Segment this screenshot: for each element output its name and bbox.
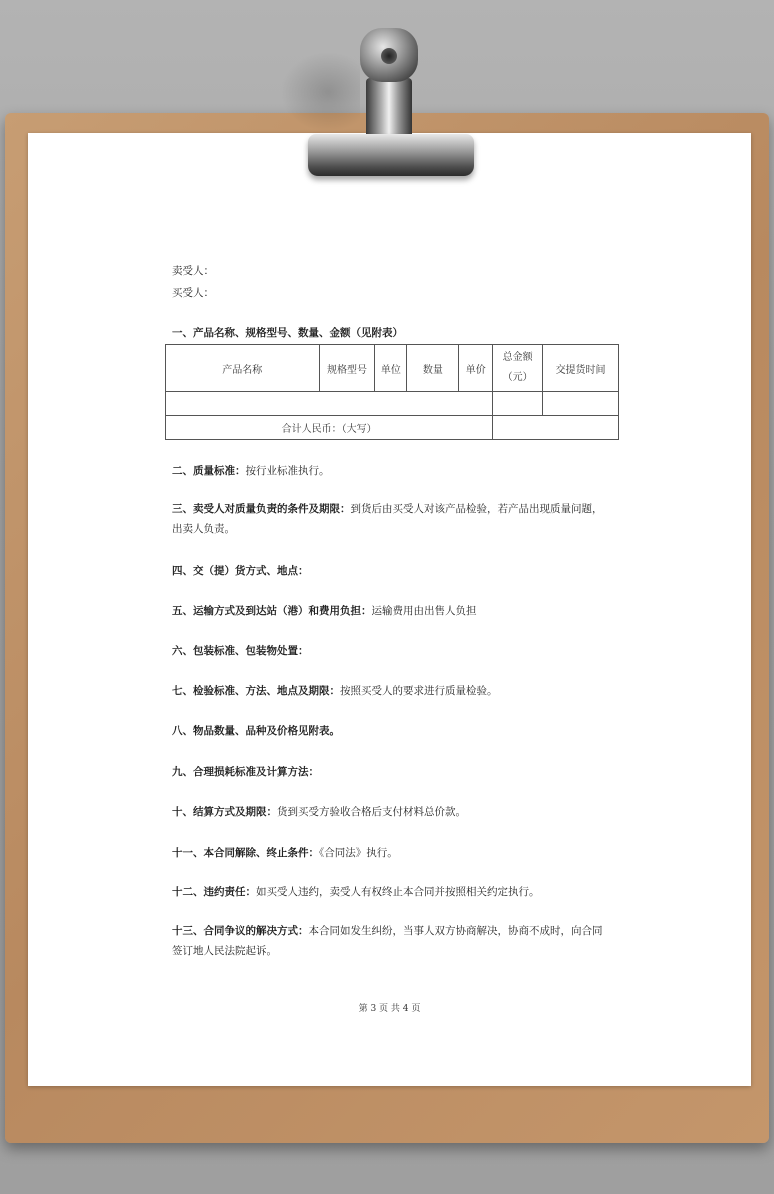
clip-hole (381, 48, 397, 64)
clause-4: 四、交（提）货方式、地点： (172, 565, 309, 577)
clause-11: 十一、本合同解除、终止条件：《合同法》执行。 (172, 847, 398, 859)
header-unit: 单位 (375, 345, 407, 392)
total-rmb-label: 合计人民币：（大写） (166, 416, 493, 440)
header-product-name: 产品名称 (166, 345, 320, 392)
seller-label: 卖受人： (172, 265, 214, 277)
header-delivery-time: 交提货时间 (543, 345, 619, 392)
header-unit-price: 单价 (459, 345, 493, 392)
product-table (165, 344, 619, 440)
clause-3: 三、卖受人对质量负责的条件及期限：到货后由买受人对该产品检验，若产品出现质量问题， 出卖人负责。 (172, 503, 603, 535)
clause-2: 二、质量标准：按行业标准执行。 (172, 465, 330, 477)
table-cell (166, 392, 493, 416)
clause-10: 十、结算方式及期限：货到买受方验收合格后支付材料总价款。 (172, 806, 466, 818)
header-quantity: 数量 (407, 345, 459, 392)
table-header-row (166, 345, 619, 392)
document-page (28, 133, 751, 1086)
clause-7: 七、检验标准、方法、地点及期限：按照买受人的要求进行质量检验。 (172, 685, 498, 697)
clause-8: 八、物品数量、品种及价格见附表。 (172, 725, 340, 737)
header-spec-model: 规格型号 (319, 345, 375, 392)
clause-9: 九、合理损耗标准及计算方法： (172, 766, 319, 778)
clause-13: 十三、合同争议的解决方式：本合同如发生纠纷，当事人双方协商解决，协商不成时，向合同 签订地人民法院起诉。 (172, 925, 603, 957)
clause-12: 十二、违约责任：如买受人违约，卖受人有权终止本合同并按照相关约定执行。 (172, 886, 540, 898)
clip-shadow (280, 52, 360, 132)
binder-clip (290, 22, 490, 182)
contract-content (28, 133, 751, 1086)
clause-5: 五、运输方式及到达站（港）和费用负担：运输费用由出售人负担 (172, 605, 477, 617)
table-cell (493, 392, 543, 416)
page-number: 第 3 页 共 4 页 (358, 1004, 421, 1014)
total-amount-label: 总金额 (502, 352, 533, 363)
table-row (166, 392, 619, 416)
section-1-heading: 一、产品名称、规格型号、数量、金额（见附表） (172, 327, 403, 339)
total-rmb-value (493, 416, 619, 440)
clause-6: 六、包装标准、包装物处置： (172, 645, 309, 657)
header-total-amount (493, 345, 543, 392)
clip-neck (366, 78, 412, 138)
clip-base (308, 134, 474, 176)
buyer-label: 买受人： (172, 287, 214, 299)
table-total-row (166, 416, 619, 440)
total-amount-unit: （元） (502, 372, 533, 383)
table-cell (543, 392, 619, 416)
